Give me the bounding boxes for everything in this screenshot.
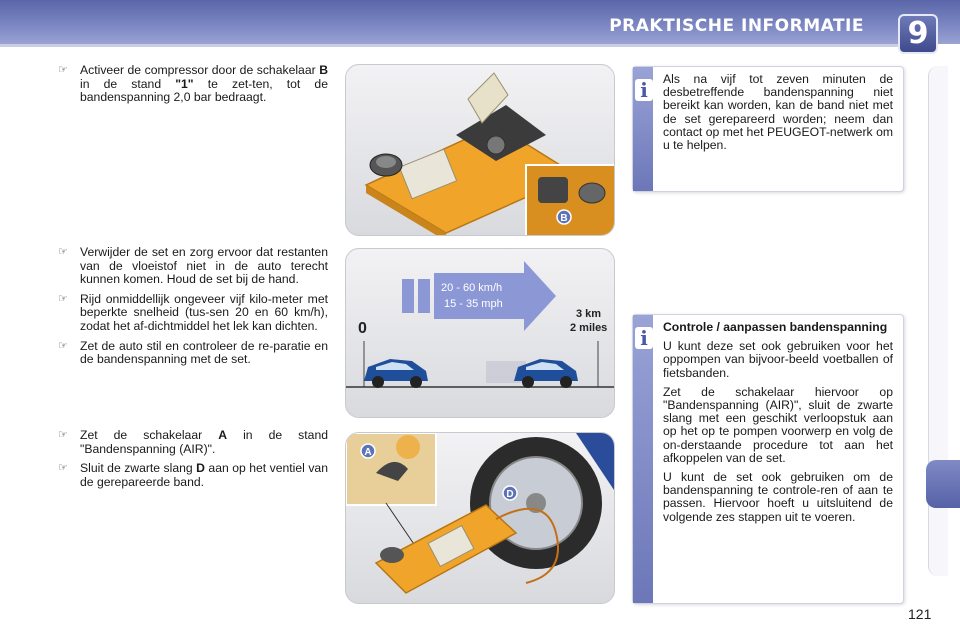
info-text: Als na vijf tot zeven minuten de desbetreffende bandenspanning niet bereikt kan worden, kan de band niet met de set gerepareerd worden; neem dan contact op met het PEUGEOT-netwerk om u te helpen.: [663, 72, 893, 153]
speed-mph: 15 - 35 mph: [444, 298, 503, 310]
info-box-repair-warning: [632, 66, 904, 192]
instruction-group-1: [56, 64, 328, 111]
label-d: D: [506, 489, 514, 500]
info-paragraph: Zet de schakelaar hiervoor op "Bandenspanning (AIR)", sluit de zwarte slang met een geschikt verloopstuk aan op het op te pompen voorwerp en volg de on-derstaande procedure tot aan het afkoppelen van de set.: [663, 384, 893, 465]
distance-miles: 2 miles: [570, 322, 608, 334]
label-a: A: [364, 447, 372, 458]
info-paragraph: U kunt de set ook gebruiken om de bandenspanning te controle-ren of aan te passen. Hiervoor hoeft u uitsluitend de volgende zes stappen uit te voeren.: [663, 470, 893, 524]
instruction-item: ☞ Zet de auto stil en controleer de re-paratie en de bandenspanning met de set.: [58, 338, 328, 367]
pointing-hand-icon: ☞: [58, 246, 68, 258]
distance-km: 3 km: [576, 308, 602, 320]
info-icon: i: [635, 327, 653, 349]
pointing-hand-icon: ☞: [58, 462, 68, 475]
instruction-item: ☞ Zet de schakelaar A in de stand "Bandenspanning (AIR)".: [58, 428, 328, 456]
pointing-hand-icon: ☞: [58, 64, 68, 76]
page-title: PRAKTISCHE INFORMATIE: [609, 16, 864, 36]
figure-driving-speed: [345, 248, 615, 418]
chapter-number-badge: 9: [898, 14, 938, 54]
pointing-hand-icon: ☞: [58, 339, 68, 352]
instruction-item: ☞ Rijd onmiddellijk ongeveer vijf kilo-meter met beperkte snelheid (tus-sen 20 en 60 km/h), zodat het af-dichtmiddel het lek kan dichten.: [58, 291, 328, 333]
info-icon: i: [635, 79, 653, 101]
active-chapter-tab[interactable]: [926, 460, 960, 508]
pointing-hand-icon: ☞: [58, 292, 68, 305]
info-box-pressure-check: [632, 314, 904, 604]
label-b: B: [560, 213, 568, 224]
info-heading: Controle / aanpassen bandenspanning: [663, 320, 888, 334]
figure-connect-hose: [345, 432, 615, 604]
speed-distance-illustration: [346, 249, 615, 418]
distance-start: 0: [358, 320, 367, 337]
hose-connection-illustration: [346, 433, 615, 604]
figure-compressor-switch: [345, 64, 615, 236]
instruction-item: ☞ Activeer de compressor door de schakelaar B in de stand "1" te zet-ten, tot de bandenspanning 2,0 bar bedraagt.: [58, 63, 328, 105]
instruction-group-3: [56, 429, 328, 495]
instruction-item: ☞ Sluit de zwarte slang D aan op het ventiel van de gerepareerde band.: [58, 461, 328, 489]
info-paragraph: U kunt deze set ook gebruiken voor het oppompen van bijvoor-beeld voetballen of fietsbanden.: [663, 339, 893, 380]
instruction-item: ☞ Verwijder de set en zorg ervoor dat restanten van de vloeistof niet in de auto terecht kunnen komen. Houd de set bij de hand.: [58, 245, 328, 287]
page-number: 121: [908, 606, 932, 622]
compressor-kit-illustration: [346, 65, 615, 236]
page-header: [0, 0, 960, 52]
pointing-hand-icon: ☞: [58, 429, 68, 441]
header-divider: [0, 44, 900, 47]
car-start-icon: [364, 359, 428, 388]
speed-kmh: 20 - 60 km/h: [441, 282, 503, 294]
info-side-bar: [633, 315, 653, 603]
instruction-group-2: [56, 246, 328, 373]
